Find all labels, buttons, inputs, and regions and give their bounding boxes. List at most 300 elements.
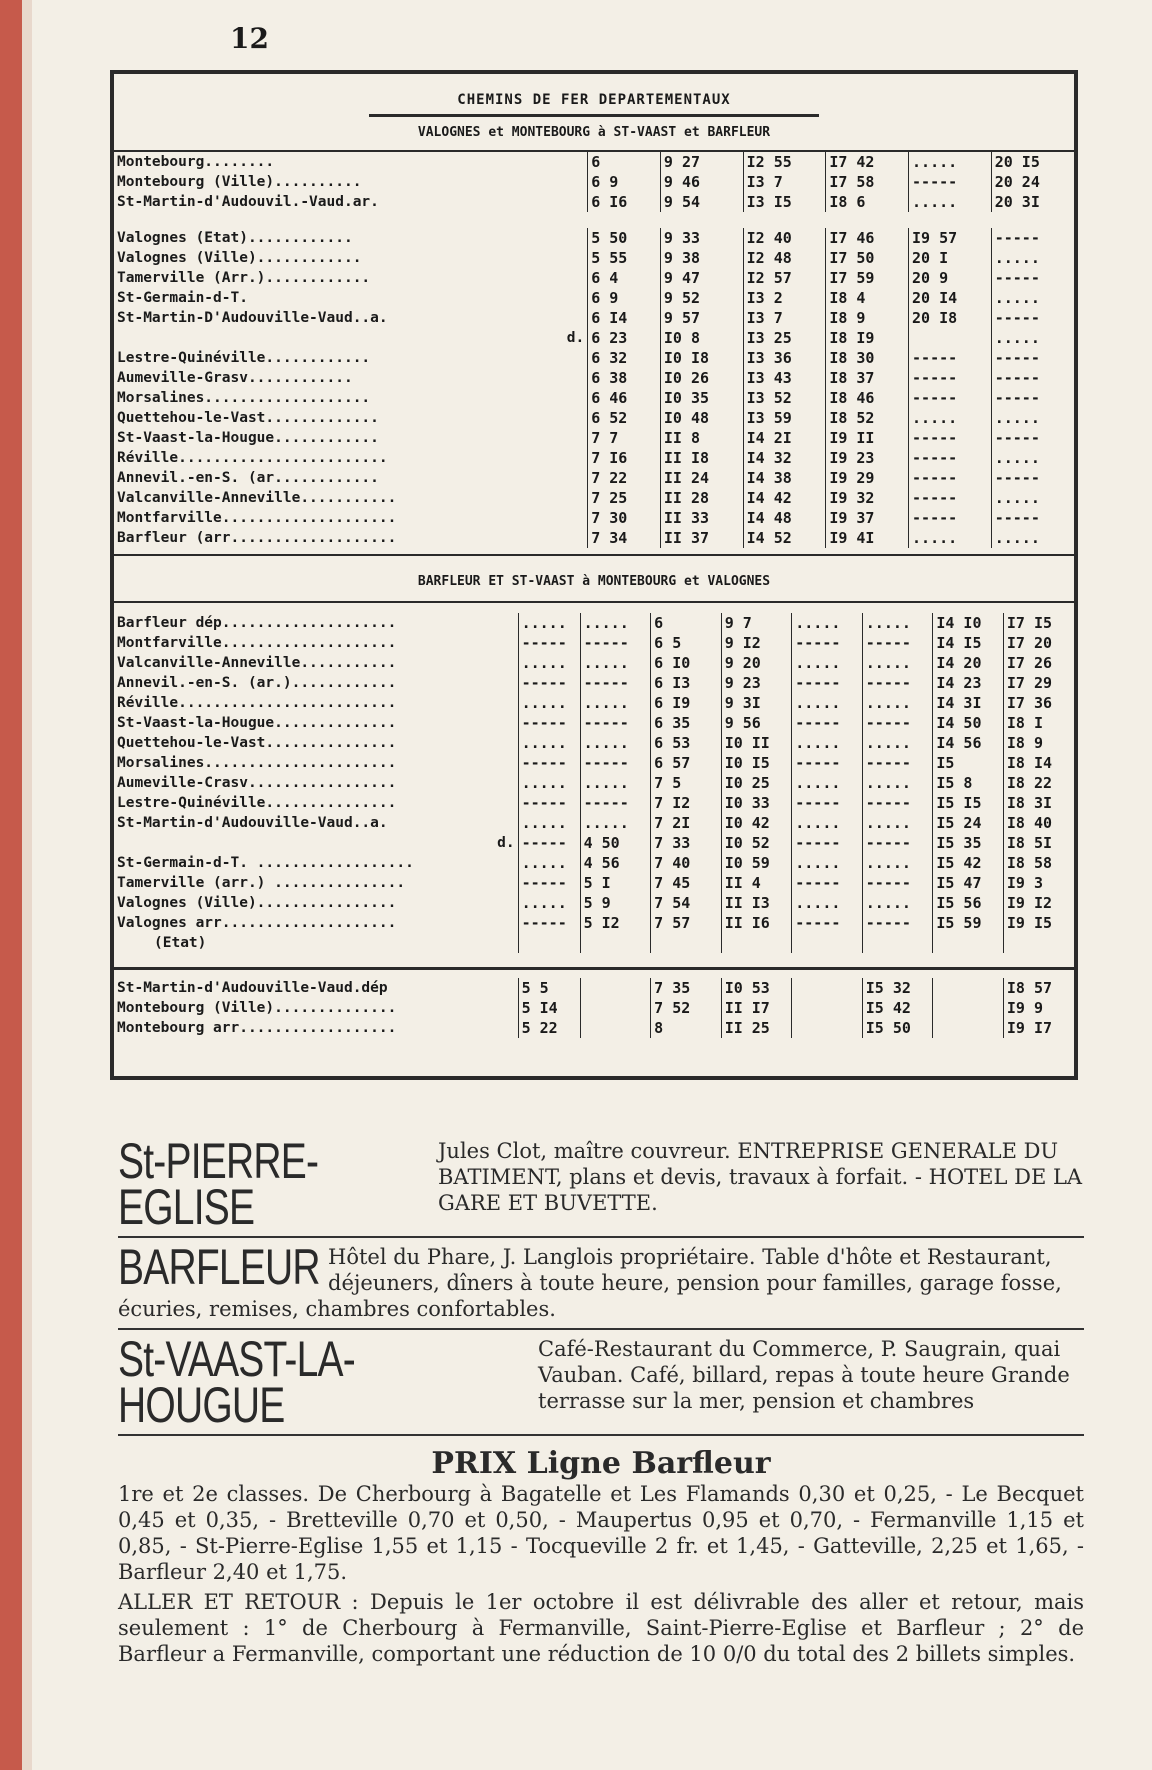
ad-text: Jules Clot, maître couvreur. ENTREPRISE GENERALE DU BATIMENT, plans et devis, travaux à forfait. - HOTEL DE LA GARE ET BUVETTE. [438, 1139, 1083, 1215]
time-cell: I2 40 [743, 228, 826, 248]
station-name: Valognes (Ville)................ [117, 895, 397, 911]
time-cell [580, 1018, 651, 1038]
time-cell: ..... [518, 813, 580, 833]
table-row [114, 508, 1074, 528]
time-cell: I4 I0 [933, 613, 1004, 633]
station-name: Montebourg........ [117, 154, 275, 170]
time-cell: 7 52 [651, 998, 722, 1018]
time-cell [933, 1018, 1004, 1038]
time-cell: I3 59 [743, 408, 826, 428]
time-cell: I5 35 [933, 833, 1004, 853]
station-name: Montfarville.................... [117, 635, 397, 651]
station-name: St-Vaast-la-Hougue.............. [117, 715, 397, 731]
time-cell: ----- [792, 913, 863, 933]
time-cell: ----- [580, 673, 651, 693]
ad-divider [118, 1328, 1084, 1330]
time-cell: I4 38 [743, 468, 826, 488]
ad-st-vaast [118, 1331, 1084, 1433]
divider [114, 601, 1074, 603]
time-cell: ..... [862, 773, 933, 793]
time-cell: I4 50 [933, 713, 1004, 733]
time-cell: I4 I5 [933, 633, 1004, 653]
table-row [114, 288, 1074, 308]
timetable-2-montebourg [114, 978, 1074, 1038]
station-name: Quettehou-le-Vast............. [117, 410, 379, 426]
time-cell: I8 4 [826, 288, 909, 308]
time-cell [580, 933, 651, 953]
time-cell: I5 59 [933, 913, 1004, 933]
time-cell: 7 35 [651, 978, 722, 998]
table-row [114, 693, 1074, 713]
time-cell: 7 5 [651, 773, 722, 793]
table-row [114, 388, 1074, 408]
time-cell: 6 23 [588, 328, 661, 348]
time-cell: I5 I5 [933, 793, 1004, 813]
timetable [114, 152, 1074, 212]
time-cell: 6 38 [588, 368, 661, 388]
time-cell: ..... [792, 613, 863, 633]
time-cell: I3 25 [743, 328, 826, 348]
time-cell: ----- [518, 833, 580, 853]
time-cell: ----- [909, 368, 992, 388]
table-row [114, 408, 1074, 428]
time-cell: I5 [933, 753, 1004, 773]
time-cell: ..... [862, 813, 933, 833]
table-row [114, 152, 1074, 172]
time-cell: I7 36 [1003, 693, 1074, 713]
time-cell: I8 I [1003, 713, 1074, 733]
station-name: St-Germain-d-T. [117, 290, 248, 306]
time-cell: I8 30 [826, 348, 909, 368]
time-cell: 9 23 [721, 673, 792, 693]
time-cell: 7 45 [651, 873, 722, 893]
time-cell: 9 52 [660, 288, 743, 308]
station-name: Valcanville-Anneville........... [117, 655, 397, 671]
time-cell: I4 42 [743, 488, 826, 508]
time-cell: ..... [909, 192, 992, 212]
time-cell [933, 933, 1004, 953]
ad-text: Café-Restaurant du Commerce, P. Saugrain, quai Vauban. Café, billard, repas à toute heure Grande terrasse sur la mer, pension et chambres [538, 1337, 1070, 1413]
station-name: Aumeville-Grasv............ [117, 370, 353, 386]
table-row [114, 428, 1074, 448]
ad-town: St-PIERRE-EGLISE [118, 1133, 319, 1235]
station-name: Valognes (Ville)............ [117, 250, 362, 266]
time-cell: 6 52 [588, 408, 661, 428]
station-name: Montebourg arr.................. [117, 1020, 397, 1036]
station-name: Tamerville (arr.) ............... [117, 875, 406, 891]
station-name: St-Germain-d-T. .................. [117, 855, 414, 871]
station-name: Barfleur dép.................... [117, 615, 397, 631]
time-cell: ..... [518, 613, 580, 633]
timetable-1-valognes [114, 228, 1074, 548]
ad-divider [118, 1434, 1084, 1436]
time-cell: I5 8 [933, 773, 1004, 793]
prix-title: PRIX Ligne Barfleur [431, 1446, 771, 1481]
time-cell [862, 933, 933, 953]
time-cell: 6 [651, 613, 722, 633]
station-name: Annevil.-en-S. (ar.)............ [117, 675, 397, 691]
table-row [114, 268, 1074, 288]
ad-text: Hôtel du Phare, J. Langlois propriétaire. Table d'hôte et Restaurant, déjeuners, dîners à toute heure, pension pour familles, garage fosse, écuries, remises, chambres confortables. [118, 1245, 1062, 1321]
time-cell: ..... [518, 653, 580, 673]
time-cell: ..... [792, 693, 863, 713]
route-title-1: VALOGNES et MONTEBOURG à ST-VAAST et BARFLEUR [417, 125, 771, 140]
time-cell: ..... [792, 813, 863, 833]
time-cell: ..... [991, 448, 1074, 468]
time-cell: ----- [580, 793, 651, 813]
time-cell: 7 2I [651, 813, 722, 833]
time-cell: I0 25 [721, 773, 792, 793]
time-cell: II I8 [660, 448, 743, 468]
table-row [114, 468, 1074, 488]
time-cell: ..... [792, 893, 863, 913]
station-name: Lestre-Quinéville............ [117, 350, 371, 366]
time-cell: ----- [792, 673, 863, 693]
time-cell: I8 6 [826, 192, 909, 212]
table-row [114, 528, 1074, 548]
time-cell: I8 58 [1003, 853, 1074, 873]
time-cell: I0 I5 [721, 753, 792, 773]
time-cell: I4 3I [933, 693, 1004, 713]
time-cell: II 25 [721, 1018, 792, 1038]
time-cell: ----- [792, 793, 863, 813]
time-cell: I9 23 [826, 448, 909, 468]
time-cell: 9 57 [660, 308, 743, 328]
time-cell: ----- [909, 508, 992, 528]
station-name: (Etat) [154, 935, 207, 951]
time-cell: 9 46 [660, 172, 743, 192]
time-cell: ----- [862, 913, 933, 933]
station-name: Valognes arr.................... [117, 915, 397, 931]
station-name: St-Martin-d'Audouvil.-Vaud.ar. [117, 194, 379, 210]
time-cell: I7 58 [826, 172, 909, 192]
time-cell [721, 933, 792, 953]
time-cell: ..... [792, 733, 863, 753]
time-cell: I4 20 [933, 653, 1004, 673]
table-row [114, 448, 1074, 468]
table-row [114, 913, 1074, 933]
table-row [114, 248, 1074, 268]
time-cell: ..... [991, 248, 1074, 268]
time-cell [1003, 933, 1074, 953]
time-cell: 5 5 [518, 978, 580, 998]
time-cell [518, 933, 580, 953]
table-row [114, 853, 1074, 873]
table-row [114, 978, 1074, 998]
time-cell: II I7 [721, 998, 792, 1018]
table-row [114, 653, 1074, 673]
time-cell: 5 I2 [580, 913, 651, 933]
time-cell: ----- [792, 833, 863, 853]
station-name: St-Martin-d'Audouville-Vaud..a. [117, 815, 388, 831]
time-cell: I7 59 [826, 268, 909, 288]
time-cell: ..... [862, 693, 933, 713]
time-cell: ..... [580, 733, 651, 753]
table-row [114, 753, 1074, 773]
time-cell: I9 I7 [1003, 1018, 1074, 1038]
ad-town: BARFLEUR [118, 1239, 320, 1295]
station-name: d. [497, 835, 515, 851]
time-cell [933, 998, 1004, 1018]
time-cell: I9 32 [826, 488, 909, 508]
time-cell: I0 35 [660, 388, 743, 408]
time-cell: 8 [651, 1018, 722, 1038]
time-cell: I0 33 [721, 793, 792, 813]
time-cell: ----- [518, 673, 580, 693]
time-cell: I5 42 [862, 998, 933, 1018]
time-cell: 6 9 [588, 288, 661, 308]
time-cell: I4 32 [743, 448, 826, 468]
table-row [114, 773, 1074, 793]
time-cell: I8 52 [826, 408, 909, 428]
time-cell: 6 I3 [651, 673, 722, 693]
time-cell: I5 24 [933, 813, 1004, 833]
time-cell [580, 978, 651, 998]
time-cell: ..... [518, 893, 580, 913]
time-cell: 6 I9 [651, 693, 722, 713]
time-cell: I7 I5 [1003, 613, 1074, 633]
station-name: St-Martin-D'Audouville-Vaud..a. [117, 310, 388, 326]
time-cell: II 8 [660, 428, 743, 448]
time-cell: 5 I4 [518, 998, 580, 1018]
time-cell: ----- [909, 172, 992, 192]
table-row [114, 348, 1074, 368]
time-cell: ----- [991, 508, 1074, 528]
time-cell: I0 8 [660, 328, 743, 348]
time-cell: ----- [862, 753, 933, 773]
time-cell: ..... [862, 893, 933, 913]
prix-paragraph-2: ALLER ET RETOUR : Depuis le 1er octobre il est délivrable des aller et retour, mais seulement : 1° de Cherbourg à Fermanville, Saint-Pierre-Eglise et Barfleur ; 2° de Barfleur a Fermanville, comportant une réduction de 10 0/0 du total des 2 billets simples. [118, 1590, 1084, 1666]
time-cell: I7 42 [826, 152, 909, 172]
station-name: Barfleur (arr................... [117, 530, 397, 546]
time-cell: I5 50 [862, 1018, 933, 1038]
time-cell: ----- [792, 873, 863, 893]
time-cell: ----- [991, 228, 1074, 248]
time-cell: 20 9 [909, 268, 992, 288]
table-row [114, 713, 1074, 733]
station-name: Annevil.-en-S. (ar............ [117, 470, 379, 486]
time-cell: I8 46 [826, 388, 909, 408]
time-cell: I3 7 [743, 308, 826, 328]
table-row [114, 873, 1074, 893]
time-cell: ----- [991, 468, 1074, 488]
time-cell: ..... [862, 653, 933, 673]
time-cell: ..... [991, 488, 1074, 508]
time-cell: 20 I8 [909, 308, 992, 328]
time-cell: I5 42 [933, 853, 1004, 873]
time-cell: I7 26 [1003, 653, 1074, 673]
time-cell: I0 59 [721, 853, 792, 873]
time-cell: I0 I8 [660, 348, 743, 368]
time-cell: ----- [518, 633, 580, 653]
time-cell: I8 37 [826, 368, 909, 388]
time-cell: 4 50 [580, 833, 651, 853]
time-cell: 6 I6 [588, 192, 661, 212]
time-cell: ----- [991, 348, 1074, 368]
timetable-1-montebourg [114, 152, 1074, 212]
station-name: Valognes (Etat)............ [117, 230, 353, 246]
prix-paragraph-1: 1re et 2e classes. De Cherbourg à Bagatelle et Les Flamands 0,30 et 0,25, - Le Becquet 0,45 et 0,35, - Bretteville 0,70 et 0,50, - Maupertus 0,95 et 0,70, - Fermanville 1,15 et 0,85, - St-Pierre-Eglise 1,55 et 1,15 - Tocqueville 2 fr. et 1,45, - Gatteville, 2,25 et 1,65, - Barfleur 2,40 et 1,75. [118, 1482, 1084, 1584]
time-cell: I0 26 [660, 368, 743, 388]
table-row [114, 328, 1074, 348]
advertisements [118, 1133, 1084, 1667]
time-cell: 5 9 [580, 893, 651, 913]
time-cell: ..... [909, 152, 992, 172]
time-cell: 20 I4 [909, 288, 992, 308]
time-cell: I7 50 [826, 248, 909, 268]
table-row [114, 998, 1074, 1018]
station-name: Morsalines................... [117, 390, 371, 406]
table-row [114, 192, 1074, 212]
time-cell: I8 5I [1003, 833, 1074, 853]
page-number: 12 [230, 22, 269, 55]
time-cell: I9 9 [1003, 998, 1074, 1018]
table-row [114, 613, 1074, 633]
time-cell: 7 I2 [651, 793, 722, 813]
time-cell: ----- [909, 468, 992, 488]
time-cell: I3 7 [743, 172, 826, 192]
time-cell: 7 40 [651, 853, 722, 873]
time-cell: ..... [862, 853, 933, 873]
time-cell: ..... [991, 408, 1074, 428]
time-cell: ----- [862, 873, 933, 893]
time-cell: I5 56 [933, 893, 1004, 913]
time-cell: I4 48 [743, 508, 826, 528]
station-name: Montebourg (Ville).......... [117, 174, 362, 190]
time-cell: I0 42 [721, 813, 792, 833]
table-row [114, 488, 1074, 508]
time-cell: I7 46 [826, 228, 909, 248]
table-row [114, 813, 1074, 833]
time-cell: I9 57 [909, 228, 992, 248]
table-row [114, 228, 1074, 248]
time-cell: ..... [580, 693, 651, 713]
time-cell: ----- [580, 633, 651, 653]
time-cell: 5 50 [588, 228, 661, 248]
time-cell: I9 I2 [1003, 893, 1074, 913]
time-cell [792, 933, 863, 953]
time-cell: I5 32 [862, 978, 933, 998]
time-cell: II 28 [660, 488, 743, 508]
time-cell: I9 29 [826, 468, 909, 488]
timetable-frame [110, 70, 1078, 1080]
time-cell: ----- [909, 488, 992, 508]
time-cell: 9 3I [721, 693, 792, 713]
table-row [114, 172, 1074, 192]
time-cell: 6 46 [588, 388, 661, 408]
time-cell: 6 5 [651, 633, 722, 653]
ad-st-pierre-eglise [118, 1133, 1084, 1235]
time-cell: ----- [991, 428, 1074, 448]
time-cell: 6 9 [588, 172, 661, 192]
time-cell: 6 35 [651, 713, 722, 733]
time-cell: I9 37 [826, 508, 909, 528]
time-cell: ..... [862, 733, 933, 753]
time-cell: I0 53 [721, 978, 792, 998]
time-cell: ..... [580, 613, 651, 633]
time-cell: 7 33 [651, 833, 722, 853]
time-cell: I8 9 [1003, 733, 1074, 753]
ad-town: St-VAAST-LA-HOUGUE [118, 1331, 355, 1433]
timetable-2-barfleur [114, 613, 1074, 953]
time-cell: ..... [991, 528, 1074, 548]
page-edge-shadow [22, 0, 32, 1770]
station-name: Montebourg (Ville).............. [117, 1000, 397, 1016]
time-cell [580, 998, 651, 1018]
time-cell: I2 57 [743, 268, 826, 288]
time-cell: 9 27 [660, 152, 743, 172]
time-cell: ..... [909, 408, 992, 428]
time-cell: ..... [580, 653, 651, 673]
station-name: St-Vaast-la-Hougue............ [117, 430, 379, 446]
table-row [114, 793, 1074, 813]
time-cell: I8 57 [1003, 978, 1074, 998]
time-cell: ----- [580, 753, 651, 773]
time-cell: I9 3 [1003, 873, 1074, 893]
time-cell: ----- [518, 713, 580, 733]
time-cell: I7 20 [1003, 633, 1074, 653]
time-cell: ----- [862, 673, 933, 693]
time-cell: I9 4I [826, 528, 909, 548]
time-cell [792, 1018, 863, 1038]
time-cell: 6 I4 [588, 308, 661, 328]
station-name: Réville........................ [117, 450, 388, 466]
time-cell: I4 52 [743, 528, 826, 548]
time-cell [933, 978, 1004, 998]
time-cell: I4 2I [743, 428, 826, 448]
time-cell: I3 2 [743, 288, 826, 308]
time-cell: I0 48 [660, 408, 743, 428]
time-cell: I7 29 [1003, 673, 1074, 693]
time-cell [792, 978, 863, 998]
time-cell: 7 I6 [588, 448, 661, 468]
time-cell: 7 54 [651, 893, 722, 913]
table-row [114, 368, 1074, 388]
time-cell: ----- [862, 793, 933, 813]
table-row [114, 833, 1074, 853]
time-cell: ..... [991, 328, 1074, 348]
time-cell: II I3 [721, 893, 792, 913]
time-cell: ..... [518, 773, 580, 793]
time-cell: 5 55 [588, 248, 661, 268]
time-cell: 6 32 [588, 348, 661, 368]
time-cell: 6 57 [651, 753, 722, 773]
station-name: Quettehou-le-Vast............... [117, 735, 397, 751]
time-cell: ..... [991, 288, 1074, 308]
time-cell: ----- [792, 633, 863, 653]
time-cell: I9 II [826, 428, 909, 448]
time-cell: ..... [792, 773, 863, 793]
time-cell: ----- [862, 633, 933, 653]
time-cell: I3 43 [743, 368, 826, 388]
table-row [114, 633, 1074, 653]
time-cell [651, 933, 722, 953]
time-cell: I8 3I [1003, 793, 1074, 813]
time-cell: 9 33 [660, 228, 743, 248]
ad-barfleur [118, 1239, 1084, 1322]
time-cell: 7 22 [588, 468, 661, 488]
time-cell: I0 II [721, 733, 792, 753]
divider [114, 967, 1074, 970]
time-cell: I8 I4 [1003, 753, 1074, 773]
time-cell: 20 3I [991, 192, 1074, 212]
table-row [114, 733, 1074, 753]
time-cell: 7 7 [588, 428, 661, 448]
station-name: Aumeville-Crasv................. [117, 775, 397, 791]
time-cell: ----- [991, 388, 1074, 408]
time-cell: I8 40 [1003, 813, 1074, 833]
time-cell: II 37 [660, 528, 743, 548]
